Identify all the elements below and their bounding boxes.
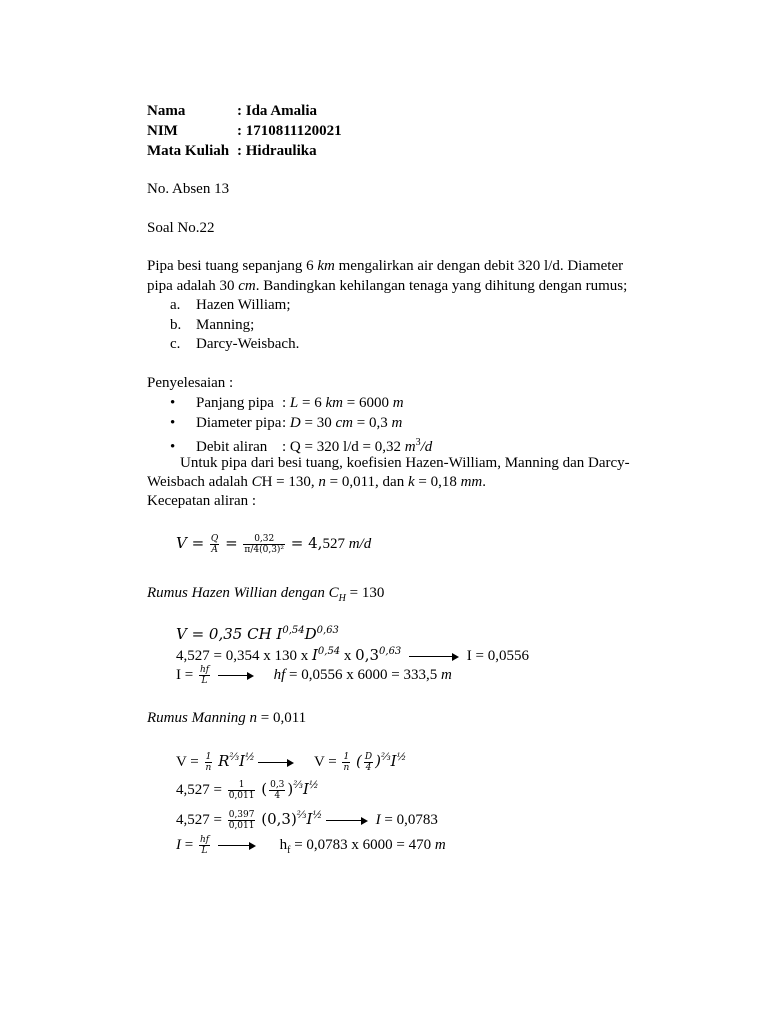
nim-label: NIM: [147, 123, 178, 139]
formula-exp: 0,63: [316, 625, 339, 636]
calc-exp: ½: [396, 752, 407, 763]
fraction-discharge-area: [243, 534, 285, 555]
calc-text: (0,3): [261, 810, 297, 828]
calc-exp: ½: [312, 810, 323, 821]
bullet-val: = 6000: [342, 395, 393, 411]
arrow-icon: [258, 759, 294, 767]
calc-exp: ⅔: [293, 780, 303, 791]
bullet-discharge: [170, 434, 432, 456]
frac-num: hf: [199, 665, 210, 676]
fraction-d-over-4: [364, 752, 373, 773]
eq-sign: =: [225, 534, 238, 552]
option-text: Darcy-Weisbach.: [196, 336, 300, 352]
calc-exp: 0,54: [317, 646, 341, 657]
fraction-1-over-n: [205, 752, 213, 773]
arrow-icon: [218, 842, 256, 850]
manning-title-text: = 0,011: [257, 710, 307, 726]
manning-title-text: Rumus Manning: [147, 710, 250, 726]
calc-exp: ½: [308, 780, 319, 791]
manning-title: [147, 709, 306, 727]
fraction-1-over-0011: [228, 780, 256, 801]
pi-symbol: π: [244, 545, 251, 556]
calc-text: 4,527 = 0,354 x 130 x: [176, 648, 312, 664]
formula-exp: 0,54: [282, 625, 305, 636]
velocity-heading: Kecepatan aliran :: [147, 493, 257, 509]
calc-text: =: [181, 837, 194, 853]
frac-den: 4: [274, 791, 281, 802]
eq-rhs: = 4,: [290, 534, 323, 552]
calc-var: I: [239, 752, 246, 770]
frac-den: 0,011: [228, 821, 255, 832]
course-label: Mata Kuliah: [147, 143, 230, 159]
calc-result: = 0,0783 x 6000 = 470: [290, 837, 435, 853]
frac-den: n: [343, 763, 350, 774]
problem-line-1: [147, 257, 623, 275]
bullet-sep: : Q = 320 l/d = 0,32: [282, 439, 405, 455]
bullet-icon: •: [170, 415, 176, 431]
problem-text: mengalirkan air dengan debit 320 l/d. Diameter: [334, 258, 624, 274]
coefficient-paragraph-2: [147, 473, 486, 491]
para-text: .: [482, 474, 487, 490]
option-a: [170, 296, 291, 314]
calc-text: 4,527 =: [176, 782, 222, 798]
frac-den-part: (0,3)²: [259, 545, 285, 556]
calc-exp: ⅔: [229, 752, 240, 763]
option-text: Hazen William;: [196, 297, 291, 313]
bullet-unit: cm: [335, 415, 353, 431]
bullet-label: Debit aliran: [196, 439, 268, 455]
frac-num: 0,32: [243, 534, 285, 545]
problem-unit: cm: [238, 278, 256, 294]
frac-den: 4: [365, 763, 372, 774]
bullet-unit: m: [392, 395, 404, 411]
para-text: H = 130,: [261, 474, 319, 490]
bullet-unit: km: [325, 395, 343, 411]
bullet-length: [170, 394, 404, 412]
calc-var: I: [302, 780, 309, 798]
manning-line-3: [176, 803, 438, 833]
calc-text: V =: [176, 754, 199, 770]
calc-unit: m: [434, 837, 446, 853]
frac-num: D: [364, 752, 373, 763]
manning-title-var: n: [249, 710, 257, 726]
velocity-equation: [176, 530, 371, 557]
calc-text: I =: [176, 667, 194, 683]
para-var: k: [407, 474, 415, 490]
frac-den-part: 4: [253, 545, 260, 556]
manning-line-2: 4,527 = $\frac{1}{0,011}$ ( $\frac{0,3}{4}$ )$^{\frac{2}{3}}I^{\frac{1}{2}}$: [176, 780, 319, 802]
calc-var: I: [390, 752, 397, 770]
calc-var: I: [375, 812, 381, 828]
name-row: [147, 102, 317, 120]
problem-unit: km: [317, 258, 335, 274]
calc-result: = 0,0556 x 6000 = 333,5: [285, 667, 441, 683]
eq-lhs: V =: [176, 534, 205, 552]
hazen-title-text: Rumus Hazen Willian dengan C: [147, 585, 339, 601]
manning-line-4: [176, 833, 446, 863]
bullet-label: Diameter pipa: [196, 415, 282, 431]
hazen-line-2: [176, 643, 529, 665]
frac-den: L: [201, 846, 208, 857]
option-marker: c.: [170, 336, 181, 352]
para-unit: mm: [460, 474, 483, 490]
bullet-unit: /d: [420, 439, 433, 455]
calc-var: I: [306, 810, 313, 828]
bullet-sep: :: [282, 415, 290, 431]
para-text: = 0,011, dan: [325, 474, 408, 490]
bullet-val: = 6: [298, 395, 326, 411]
problem-text: pipa adalah 30: [147, 278, 239, 294]
arrow-icon: [218, 672, 254, 680]
frac-den: π/4(0,3)²: [244, 545, 285, 556]
frac-den: L: [201, 676, 208, 687]
frac-den: A: [211, 545, 218, 556]
frac-num: 1: [343, 752, 350, 763]
frac-num: 0,3: [270, 780, 285, 791]
nim-value: : 1710811120021: [237, 123, 342, 139]
para-var: C: [251, 474, 262, 490]
bullet-icon: •: [170, 439, 176, 455]
frac-num: 1: [205, 752, 212, 763]
bullet-label: Panjang pipa: [196, 395, 274, 411]
calc-unit: m: [440, 667, 452, 683]
bullet-icon: •: [170, 395, 176, 411]
bullet-sep: :: [282, 395, 290, 411]
calc-var: I: [311, 646, 318, 664]
solution-heading: Penyelesaian :: [147, 375, 234, 391]
hazen-line-3: [176, 664, 452, 686]
frac-num: 1: [228, 780, 256, 791]
problem-text: Pipa besi tuang sepanjang 6: [147, 258, 318, 274]
name-label: Nama: [147, 103, 186, 119]
calc-var: I: [176, 837, 181, 853]
calc-text: x: [340, 648, 356, 664]
para-text: Weisbach adalah: [147, 474, 252, 490]
bullet-var: L: [289, 395, 299, 411]
calc-var: R: [218, 752, 230, 770]
calc-text: 4,527 =: [176, 812, 222, 828]
name-value: : Ida Amalia: [237, 103, 318, 119]
calc-var: h: [279, 837, 288, 853]
fraction-03-over-4: [269, 780, 285, 801]
eq-unit: m/d: [348, 536, 372, 552]
fraction-q-over-a: [210, 534, 219, 555]
course-row: [147, 142, 317, 160]
coefficient-paragraph-1: Untuk pipa dari besi tuang, koefisien Hazen-William, Manning dan Darcy-: [180, 455, 630, 471]
fraction-hf-over-l: [199, 835, 210, 856]
absen-number: No. Absen 13: [147, 181, 230, 197]
calc-text: 0,3: [355, 646, 380, 664]
formula-text: V = 0,35 CH I: [176, 625, 283, 643]
question-number: Soal No.22: [147, 220, 215, 236]
calc-sub: f: [287, 845, 291, 856]
nim-row: [147, 122, 342, 140]
option-text: Manning;: [196, 317, 255, 333]
problem-line-2: [147, 277, 627, 295]
arrow-icon: [409, 653, 459, 661]
frac-den: 0,011: [228, 791, 255, 802]
calc-text: V =: [313, 754, 337, 770]
fraction-hf-over-l: [199, 665, 210, 686]
arrow-icon: [326, 817, 368, 825]
calc-var: hf: [273, 667, 286, 683]
bullet-val: = 0,3: [352, 415, 392, 431]
para-var: n: [318, 474, 326, 490]
eq-rhs: 527: [322, 536, 349, 552]
course-value: : Hidraulika: [237, 143, 317, 159]
option-c: [170, 335, 299, 353]
option-b: [170, 316, 254, 334]
bullet-val: = 30: [300, 415, 336, 431]
para-text: = 0,18: [414, 474, 461, 490]
bullet-var: D: [289, 415, 301, 431]
calc-exp: ⅔: [296, 810, 307, 821]
option-marker: b.: [170, 317, 182, 333]
bullet-diameter: [170, 414, 402, 432]
frac-num: Q: [210, 534, 219, 545]
option-marker: a.: [170, 297, 181, 313]
calc-exp: ⅔: [380, 752, 391, 763]
frac-num: hf: [199, 835, 210, 846]
bullet-unit: m: [391, 415, 403, 431]
hazen-formula: [176, 622, 339, 644]
calc-result: I = 0,0556: [466, 648, 530, 664]
frac-num: 0,397: [228, 810, 255, 821]
problem-text: . Bandingkan kehilangan tenaga yang dihitung dengan rumus;: [255, 278, 628, 294]
manning-line-1: V = $\frac{1}{n}$ $R^{\frac{2}{3}}I^{\frac{1}{2}}$ V = $\frac{1}{n}$ ( $\frac{D}{4}$ )$^{\frac{2}{3}}I^{\frac{1}{2}}$: [176, 752, 407, 774]
hazen-title-text: = 130: [345, 585, 385, 601]
hazen-title-sub: H: [338, 593, 346, 604]
fraction-1-over-n: [342, 752, 350, 773]
hazen-title: [147, 584, 384, 608]
bullet-unit: m: [404, 439, 416, 455]
calc-exp: ½: [245, 752, 255, 763]
bullet-exp: 3: [415, 437, 421, 448]
frac-den: n: [205, 763, 212, 774]
fraction-0397-over-0011: [228, 810, 256, 831]
calc-result: = 0,0783: [380, 812, 438, 828]
calc-exp: 0,63: [379, 646, 402, 657]
formula-text: D: [304, 625, 317, 643]
